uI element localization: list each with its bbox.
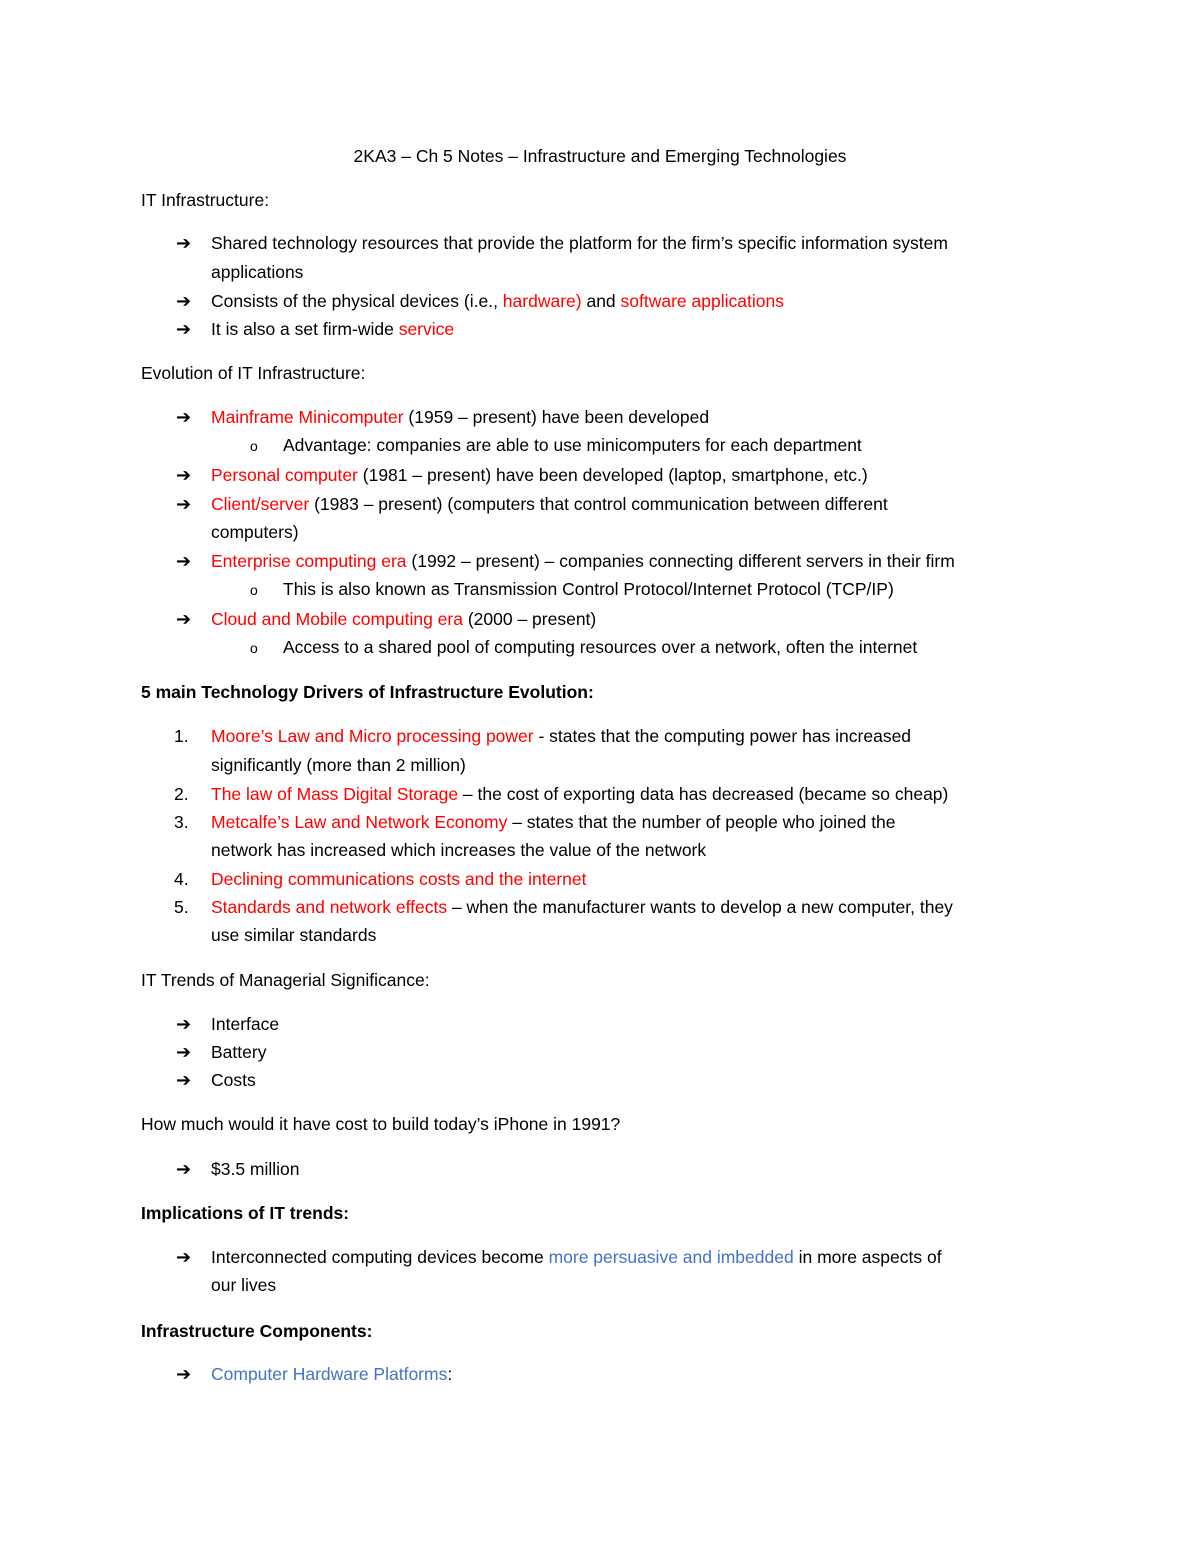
section-heading-trends: IT Trends of Managerial Significance: (141, 970, 430, 990)
highlight-blue: more persuasive and imbedded (548, 1247, 794, 1267)
bullet-text (211, 405, 709, 429)
arrow-bullet-icon: ➔ (176, 1364, 192, 1384)
highlight-red: Mainframe Minicomputer (211, 407, 404, 427)
question-text: How much would it have cost to build today’s iPhone in 1991? (141, 1114, 621, 1134)
text-run: Consists of the physical devices (i.e., (211, 291, 503, 311)
section-heading-components: Infrastructure Components: (141, 1321, 373, 1341)
text-run: – the cost of exporting data has decreased (became so cheap) (458, 784, 949, 804)
highlight-red: Client/server (211, 494, 310, 514)
answer-text: $3.5 million (211, 1159, 300, 1179)
text-run: – when the manufacturer wants to develop a new computer, they (447, 897, 953, 917)
arrow-bullet-icon: ➔ (176, 1247, 192, 1267)
text-run: (1983 – present) (computers that control communication between different (309, 494, 888, 514)
page-title: 2KA3 – Ch 5 Notes – Infrastructure and Emerging Technologies (353, 146, 847, 166)
arrow-bullet-icon: ➔ (176, 465, 192, 485)
text-run: (1992 – present) – companies connecting different servers in their firm (406, 551, 955, 571)
highlight-red: Metcalfe’s Law and Network Economy (211, 812, 508, 832)
arrow-bullet-icon: ➔ (176, 1159, 192, 1179)
bullet-text (211, 1245, 942, 1269)
bullet-text (211, 549, 955, 573)
text-run: - states that the computing power has increased (533, 726, 912, 746)
arrow-bullet-icon: ➔ (176, 291, 192, 311)
arrow-bullet-icon: ➔ (176, 1070, 192, 1090)
bullet-text: Costs (211, 1070, 256, 1090)
section-heading-implications: Implications of IT trends: (141, 1203, 350, 1223)
arrow-bullet-icon: ➔ (176, 1014, 192, 1034)
numbered-item (211, 782, 948, 806)
bullet-text (211, 607, 596, 631)
numbered-item-continuation: use similar standards (211, 925, 377, 945)
arrow-bullet-icon: ➔ (176, 609, 192, 629)
section-heading-drivers: 5 main Technology Drivers of Infrastructure Evolution: (141, 682, 594, 702)
arrow-bullet-icon: ➔ (176, 1042, 192, 1062)
highlight-red: Moore’s Law and Micro processing power (211, 726, 534, 746)
highlight-red: Enterprise computing era (211, 551, 407, 571)
sub-bullet-marker: o (250, 438, 258, 454)
section-heading-evolution: Evolution of IT Infrastructure: (141, 363, 366, 383)
numbered-item (211, 867, 586, 891)
arrow-bullet-icon: ➔ (176, 319, 192, 339)
highlight-red: hardware) (502, 291, 582, 311)
bullet-text: Interface (211, 1014, 280, 1034)
bullet-text (211, 1362, 452, 1386)
bullet-text (211, 317, 454, 341)
arrow-bullet-icon: ➔ (176, 551, 192, 571)
bullet-text-continuation: our lives (211, 1275, 277, 1295)
list-number: 3. (174, 812, 189, 832)
list-number: 5. (174, 897, 189, 917)
bullet-text (211, 289, 784, 313)
sub-bullet-text: Advantage: companies are able to use minicomputers for each department (283, 435, 862, 455)
numbered-item-continuation: significantly (more than 2 million) (211, 755, 466, 775)
section-heading-it-infrastructure: IT Infrastructure: (141, 190, 270, 210)
highlight-red: software applications (620, 291, 784, 311)
list-number: 2. (174, 784, 189, 804)
bullet-text-continuation: computers) (211, 522, 299, 542)
text-run: (1981 – present) have been developed (laptop, smartphone, etc.) (357, 465, 868, 485)
bullet-text (211, 463, 868, 487)
sub-bullet-marker: o (250, 640, 258, 656)
numbered-item (211, 724, 911, 748)
sub-bullet-text: Access to a shared pool of computing resources over a network, often the internet (283, 637, 918, 657)
numbered-item (211, 895, 953, 919)
highlight-red: service (398, 319, 455, 339)
list-number: 1. (174, 726, 189, 746)
sub-bullet-marker: o (250, 582, 258, 598)
list-number: 4. (174, 869, 189, 889)
highlight-blue: Computer Hardware Platforms (211, 1364, 448, 1384)
text-run: Interconnected computing devices become (211, 1247, 549, 1267)
bullet-text: Shared technology resources that provide the platform for the firm’s specific information system (211, 233, 948, 253)
text-run: – states that the number of people who joined the (507, 812, 896, 832)
sub-bullet-text: This is also known as Transmission Control Protocol/Internet Protocol (TCP/IP) (283, 579, 894, 599)
highlight-red: Standards and network effects (211, 897, 448, 917)
highlight-red: Cloud and Mobile computing era (211, 609, 463, 629)
text-run: It is also a set firm-wide (211, 319, 399, 339)
highlight-red: Declining communications costs and the internet (211, 869, 587, 889)
highlight-red: Personal computer (211, 465, 358, 485)
bullet-text: Battery (211, 1042, 267, 1062)
numbered-item-continuation: network has increased which increases the value of the network (211, 840, 707, 860)
text-run: and (581, 291, 621, 311)
text-run: in more aspects of (793, 1247, 942, 1267)
arrow-bullet-icon: ➔ (176, 407, 192, 427)
arrow-bullet-icon: ➔ (176, 494, 192, 514)
bullet-text (211, 492, 888, 516)
text-run: (2000 – present) (462, 609, 597, 629)
highlight-red: The law of Mass Digital Storage (211, 784, 459, 804)
text-run: : (447, 1364, 453, 1384)
arrow-bullet-icon: ➔ (176, 233, 192, 253)
bullet-text-continuation: applications (211, 262, 304, 282)
numbered-item (211, 810, 896, 834)
text-run: (1959 – present) have been developed (403, 407, 710, 427)
